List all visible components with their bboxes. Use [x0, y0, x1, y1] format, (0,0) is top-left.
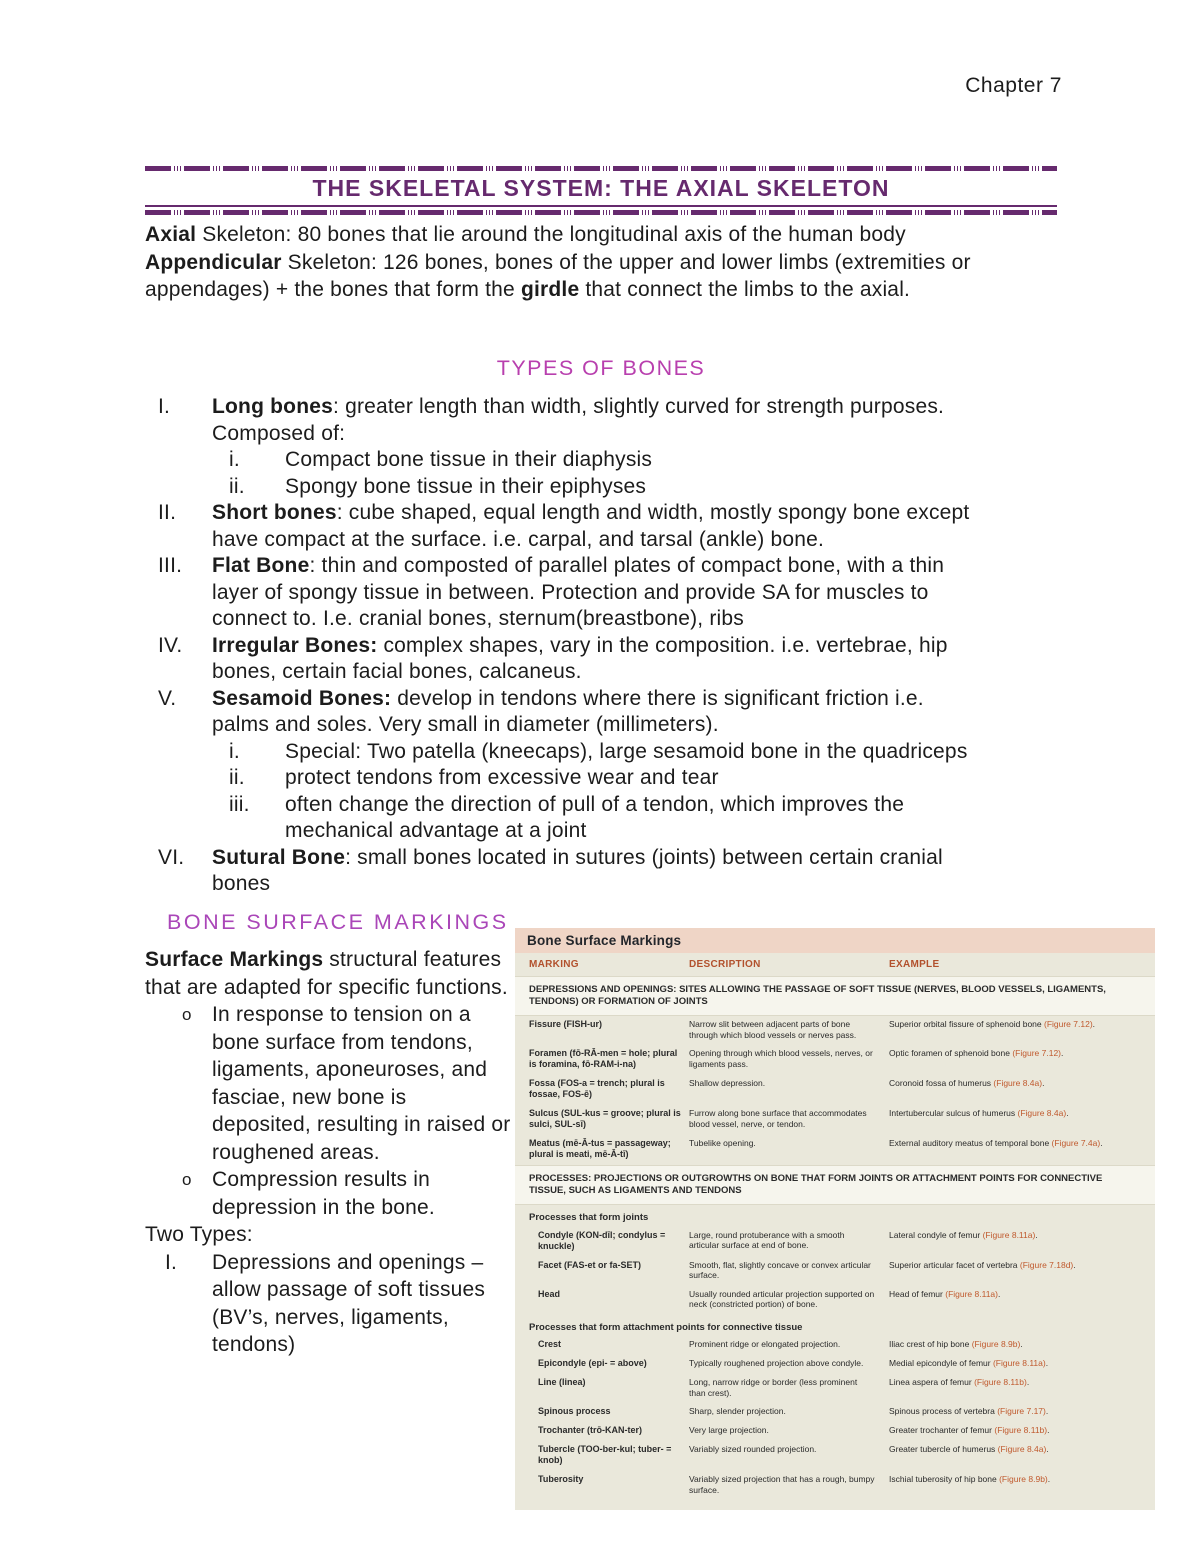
- list-item-text: [212, 553, 984, 633]
- figure-ref: (Figure 8.9b): [971, 1339, 1021, 1349]
- bullet-item: [145, 1001, 511, 1166]
- description-cell: Furrow along bone surface that accommodates blood vessel, nerve, or tendon.: [689, 1108, 867, 1129]
- list-item-numeral: III.: [158, 554, 183, 577]
- example-text: .: [1045, 1406, 1049, 1416]
- column-header-description: DESCRIPTION: [689, 958, 761, 970]
- marking-cell: Crest: [538, 1339, 562, 1349]
- figure-ref: (Figure 8.4a): [993, 1078, 1043, 1088]
- sub-list-item-text: protect tendons from excessive wear and tear: [285, 766, 719, 789]
- description-cell: Long, narrow ridge or border (less prominent than crest).: [689, 1377, 858, 1398]
- sub-list-item-text: Spongy bone tissue in their epiphyses: [285, 474, 647, 498]
- list-item: [145, 394, 1055, 500]
- example-cell: [889, 1339, 1141, 1350]
- description-cell: Typically roughened projection above condyle.: [689, 1358, 864, 1368]
- intro-paragraph-axial: [145, 221, 1057, 249]
- figure-ref: (Figure 8.9b): [999, 1474, 1048, 1484]
- marking-cell: Fissure (FISH-ur): [529, 1019, 603, 1029]
- title-border-bottom: [145, 210, 1057, 215]
- figure-ref: (Figure 8.11a): [992, 1358, 1046, 1368]
- marking-cell: Meatus (mē-Ā-tus = passageway; plural is meati, mē-Ā-tī): [529, 1138, 671, 1159]
- marking-cell: Trochanter (trō-KAN-ter): [538, 1425, 643, 1435]
- figure-ref: (Figure 7.12): [1012, 1048, 1062, 1058]
- text: complex shapes, vary in the composition. i.e. vertebrae, hip bones, certain facial bones, calcaneus.: [212, 633, 948, 683]
- bold-text: Long bones: [212, 395, 333, 418]
- example-cell: [889, 1425, 1141, 1436]
- marking-cell: Epicondyle (epi- = above): [538, 1358, 647, 1368]
- table-row: [515, 1441, 1155, 1471]
- table-section-header: PROCESSES: PROJECTIONS OR OUTGROWTHS ON BONE THAT FORM JOINTS OR ATTACHMENT POINTS FOR CONNECTIVE TISSUE, SUCH AS LIGAMENTS AND TENDONS: [515, 1165, 1155, 1205]
- table-row: [515, 1016, 1155, 1045]
- bullet-item: [145, 1166, 511, 1221]
- bold-text: Irregular Bones:: [212, 633, 378, 657]
- example-text: Linea aspera of femur: [889, 1377, 975, 1387]
- marking-cell: Tuberosity: [538, 1474, 584, 1484]
- list-item: [145, 686, 1055, 845]
- example-text: .: [1047, 1425, 1050, 1435]
- title-box: [145, 166, 1057, 215]
- bone-surface-markings-heading: BONE SURFACE MARKINGS: [167, 910, 509, 934]
- example-text: .: [1100, 1138, 1103, 1148]
- column-header-marking: MARKING: [529, 958, 579, 970]
- example-cell: [889, 1019, 1141, 1040]
- sub-list-item-numeral: ii.: [229, 474, 245, 498]
- table-row: [515, 1355, 1155, 1374]
- table-row: [515, 1135, 1155, 1165]
- example-text: Ischial tuberosity of hip bone: [889, 1474, 1000, 1484]
- figure-ref: (Figure 7.18d): [1019, 1259, 1074, 1270]
- sub-list-item: [212, 792, 984, 845]
- description-cell: Narrow slit between adjacent parts of bone through which blood vessels or nerves pass.: [689, 1019, 857, 1040]
- example-cell: [889, 1377, 1141, 1398]
- numbered-item-text: Depressions and openings – allow passage of soft tissues (BV’s, nerves, ligaments, tendons): [212, 1250, 486, 1356]
- example-text: Greater trochanter of femur: [889, 1425, 995, 1435]
- bold-text: Flat Bone: [212, 554, 310, 577]
- list-item: [145, 633, 1055, 686]
- sub-list-item-text: often change the direction of pull of a tendon, which improves the mechanical advantage at a joint: [285, 792, 905, 842]
- example-cell: [889, 1078, 1141, 1100]
- page-title: THE SKELETAL SYSTEM: THE AXIAL SKELETON: [145, 171, 1057, 207]
- example-text: Greater tubercle of humerus: [889, 1444, 998, 1454]
- example-text: External auditory meatus of temporal bone: [889, 1138, 1052, 1148]
- table-title: Bone Surface Markings: [515, 928, 1155, 953]
- marking-cell: Line (linea): [538, 1377, 586, 1387]
- intro-paragraph-appendicular: [145, 249, 1057, 304]
- example-text: Spinous process of vertebra: [889, 1406, 998, 1416]
- bold-text: Axial: [145, 223, 197, 246]
- description-cell: Sharp, slender projection.: [689, 1406, 786, 1416]
- types-of-bones-heading: TYPES OF BONES: [496, 356, 706, 380]
- table-row: [515, 1471, 1155, 1500]
- example-text: .: [1020, 1339, 1023, 1349]
- table-row: [515, 1075, 1155, 1105]
- example-text: .: [1066, 1108, 1069, 1118]
- example-cell: [889, 1260, 1141, 1281]
- example-text: Superior orbital fissure of sphenoid bone: [889, 1019, 1044, 1029]
- description-cell: Opening through which blood vessels, nerves, or ligaments pass.: [689, 1048, 873, 1069]
- figure-ref: (Figure 8.4a): [1017, 1108, 1067, 1118]
- example-cell: [889, 1230, 1141, 1252]
- example-text: Coronoid fossa of humerus: [889, 1078, 994, 1088]
- bullet-marker: o: [182, 1170, 192, 1189]
- description-cell: Usually rounded articular projection supported on neck (constricted portion) of bone.: [689, 1288, 875, 1309]
- example-cell: [889, 1358, 1141, 1369]
- list-item: [145, 500, 1055, 553]
- bone-surface-markings-table: [515, 928, 1155, 1510]
- bold-text: Appendicular: [145, 250, 282, 274]
- figure-ref: (Figure 7.12): [1043, 1019, 1093, 1029]
- text: structural features that are adapted for specific functions.: [145, 948, 508, 999]
- table-row: [515, 1257, 1155, 1286]
- text: : small bones located in sutures (joints) between certain cranial bones: [212, 845, 943, 895]
- table-row: [515, 1227, 1155, 1257]
- sub-list-item: [212, 765, 984, 792]
- description-cell: Variably sized projection that has a rough, bumpy surface.: [689, 1474, 875, 1495]
- bullet-text: In response to tension on a bone surface from tendons, ligaments, aponeuroses, and fasciae, new bone is deposited, resulting in raised or roughened areas.: [212, 1003, 511, 1164]
- numbered-item: [145, 1249, 511, 1359]
- bullet-text: Compression results in depression in the bone.: [212, 1168, 435, 1219]
- sub-list-item: [212, 739, 984, 766]
- table-row: [515, 1336, 1155, 1355]
- column-header-example: EXAMPLE: [889, 958, 940, 970]
- marking-cell: Head: [538, 1288, 561, 1299]
- example-cell: [889, 1138, 1141, 1160]
- bold-text: Short bones: [212, 501, 337, 524]
- sub-list-item-text: Special: Two patella (kneecaps), large sesamoid bone in the quadriceps: [285, 739, 968, 763]
- sub-list-item: [212, 474, 984, 501]
- bold-text: Surface Markings: [145, 948, 324, 971]
- figure-ref: (Figure 8.11b): [974, 1377, 1027, 1387]
- example-text: Optic foramen of sphenoid bone: [889, 1048, 1013, 1058]
- marking-cell: Tubercle (TOO-ber-kul; tuber- = knob): [538, 1444, 672, 1465]
- table-group-label: Processes that form attachment points for connective tissue: [529, 1321, 803, 1333]
- figure-ref: (Figure 8.4a): [997, 1444, 1047, 1454]
- two-types-label: Two Types:: [145, 1223, 253, 1246]
- chapter-label: Chapter 7: [965, 74, 1062, 97]
- list-item-numeral: IV.: [158, 633, 183, 657]
- sub-list-item-numeral: i.: [229, 739, 240, 763]
- marking-cell: Fossa (FOS-a = trench; plural is fossae, FOS-ē): [529, 1078, 665, 1099]
- sub-list-item-text: Compact bone tissue in their diaphysis: [285, 448, 653, 471]
- example-text: Head of femur: [889, 1288, 946, 1299]
- list-item-text: [212, 686, 984, 845]
- bold-text: Sesamoid Bones:: [212, 686, 392, 710]
- example-text: .: [1092, 1019, 1096, 1029]
- table-group-label: Processes that form joints: [529, 1212, 649, 1223]
- bold-text: Sutural Bone: [212, 845, 346, 869]
- example-text: Iliac crest of hip bone: [889, 1339, 972, 1349]
- text: Skeleton: 80 bones that lie around the longitudinal axis of the human body: [196, 223, 906, 246]
- table-row: [515, 1422, 1155, 1441]
- description-cell: Shallow depression.: [689, 1078, 766, 1088]
- list-item-text: [212, 633, 984, 686]
- example-text: .: [1061, 1048, 1064, 1058]
- table-row: [515, 1045, 1155, 1075]
- example-text: Lateral condyle of femur: [889, 1229, 983, 1240]
- list-item-text: [212, 500, 984, 553]
- example-cell: [889, 1444, 1141, 1466]
- marking-cell: Sulcus (SUL-kus = groove; plural is sulci, SUL-sī): [529, 1108, 681, 1129]
- example-cell: [889, 1108, 1141, 1130]
- sub-list-item: [212, 447, 984, 474]
- table-column-headers: [515, 953, 1155, 977]
- marking-cell: Facet (FAS-et or fa-SET): [538, 1259, 642, 1270]
- text: develop in tendons where there is significant friction i.e. palms and soles. Very small in diameter (millimeters).: [212, 686, 924, 736]
- description-cell: Large, round protuberance with a smooth articular surface at end of bone.: [689, 1229, 845, 1250]
- table-row: [515, 1403, 1155, 1422]
- marking-cell: Condyle (KON-dīl; condylus = knuckle): [538, 1229, 666, 1251]
- list-item-numeral: I.: [158, 395, 171, 418]
- example-text: Superior articular facet of vertebra: [889, 1259, 1020, 1270]
- sub-list-item-numeral: ii.: [229, 766, 245, 789]
- surface-markings-paragraph: [145, 946, 511, 1001]
- example-cell: [889, 1289, 1141, 1310]
- list-item-text: [212, 394, 984, 500]
- example-text: .: [1073, 1259, 1076, 1270]
- types-of-bones-list: [145, 394, 1055, 898]
- figure-ref: (Figure 8.11a): [982, 1229, 1036, 1240]
- list-item-numeral: II.: [158, 501, 177, 524]
- example-text: .: [1035, 1229, 1038, 1240]
- figure-ref: (Figure 7.4a): [1051, 1138, 1101, 1148]
- text: : greater length than width, slightly curved for strength purposes. Composed of:: [212, 395, 945, 445]
- table-section-header: DEPRESSIONS AND OPENINGS: SITES ALLOWING THE PASSAGE OF SOFT TISSUE (NERVES, BLOOD VESSELS, LIGAMENTS, TENDONS) OR FORMATION OF JOINTS: [515, 976, 1155, 1016]
- example-cell: [889, 1406, 1141, 1417]
- example-text: .: [998, 1288, 1001, 1299]
- list-item: [145, 845, 1055, 898]
- text: that connect the limbs to the axial.: [579, 278, 911, 301]
- text: : thin and composted of parallel plates of compact bone, with a thin layer of spongy tissue in between. Protection and provide SA for muscles to connect to. I.e. cranial bones, sternum(breastbone), ribs: [212, 554, 945, 630]
- marking-cell: Foramen (fō-RĀ-men = hole; plural is foramina, fō-RAM-i-na): [529, 1048, 678, 1069]
- example-text: Medial epicondyle of femur: [889, 1358, 993, 1368]
- sub-list-item-numeral: iii.: [229, 792, 250, 816]
- marking-cell: Spinous process: [538, 1406, 611, 1416]
- table-row: [515, 1374, 1155, 1403]
- example-text: .: [1042, 1078, 1045, 1088]
- description-cell: Very large projection.: [689, 1425, 769, 1435]
- table-row: [515, 1286, 1155, 1315]
- example-text: Intertubercular sulcus of humerus: [889, 1108, 1018, 1118]
- figure-ref: (Figure 8.11a): [945, 1288, 998, 1299]
- description-cell: Tubelike opening.: [689, 1138, 756, 1148]
- example-text: .: [1045, 1358, 1049, 1368]
- sub-list-item-numeral: i.: [229, 448, 240, 471]
- figure-ref: (Figure 8.11b): [994, 1425, 1048, 1435]
- list-item: [145, 553, 1055, 633]
- list-item-numeral: V.: [158, 686, 177, 710]
- bold-text: girdle: [520, 278, 580, 301]
- intro-section: [145, 221, 1057, 304]
- example-cell: [889, 1474, 1141, 1495]
- example-text: .: [1046, 1444, 1049, 1454]
- example-text: .: [1047, 1474, 1051, 1484]
- text: Skeleton: 126 bones, bones of the upper and lower limbs (extremities or appendages) + the bones that form the: [145, 250, 971, 301]
- table-body: [515, 976, 1155, 1500]
- list-item-numeral: VI.: [158, 845, 185, 869]
- text: : cube shaped, equal length and width, mostly spongy bone except have compact at the surface. i.e. carpal, and tarsal (ankle) bone.: [212, 501, 970, 551]
- example-cell: [889, 1048, 1141, 1070]
- description-cell: Prominent ridge or elongated projection.: [689, 1339, 841, 1349]
- bullet-marker: o: [182, 1005, 192, 1024]
- description-cell: Smooth, flat, slightly concave or convex articular surface.: [689, 1259, 871, 1280]
- description-cell: Variably sized rounded projection.: [689, 1444, 817, 1454]
- table-row: [515, 1105, 1155, 1135]
- surface-markings-notes: [145, 946, 511, 1359]
- example-text: .: [1026, 1377, 1030, 1387]
- list-item-text: [212, 845, 984, 898]
- figure-ref: (Figure 7.17): [997, 1406, 1046, 1416]
- numbered-item-numeral: I.: [165, 1250, 178, 1274]
